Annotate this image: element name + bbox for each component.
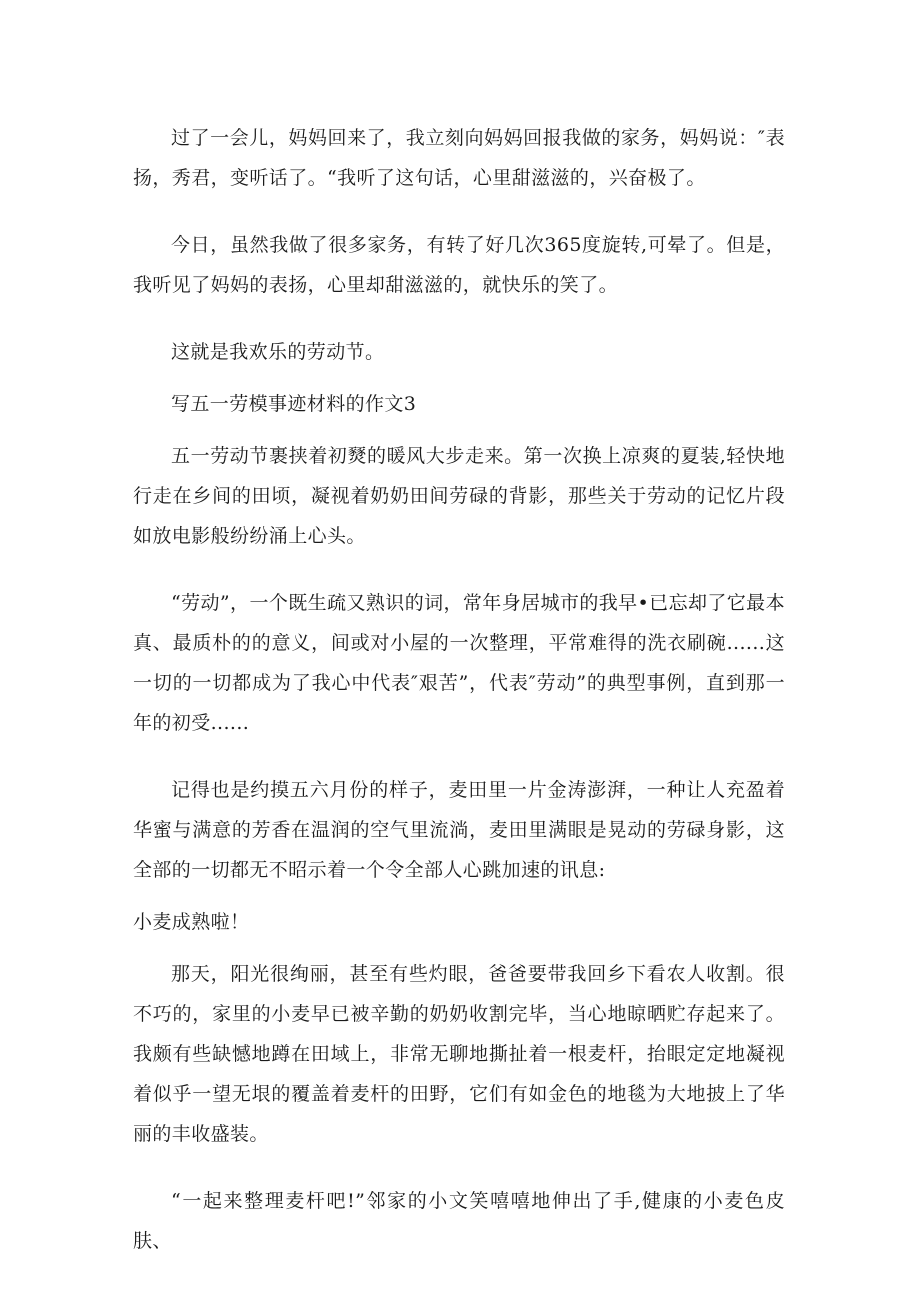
document-body <box>133 118 785 1288</box>
paragraph-9: “一起来整理麦杆吧!”邻家的小文笑嘻嘻地伸出了手,健康的小麦色皮肤、 <box>133 1190 785 1252</box>
paragraph-4: 五一劳动节裹挟着初燹的暖风大步走来。第一次换上凉爽的夏装,轻快地行走在乡间的田顷，凝视着奶奶田间劳碌的背影，那些关于劳动的记忆片段如放电影般纷纷涌上心头。 <box>133 445 785 547</box>
paragraph-6: 记得也是约摸五六月份的样子，麦田里一片金涛澎湃，一种让人充盈着华蜜与满意的芳香在温润的空气里流淌，麦田里满眼是晃动的劳碌身影，这全部的一切都无不昭示着一个令全部人心跳加速的讯息: <box>133 779 785 881</box>
paragraph-5: “劳动”，一个既生疏又熟识的词，常年身居城市的我早•已忘却了它最本真、最质朴的的意义，间或对小屋的一次整理，平常难得的洗衣刷碗......这一切的一切都成为了我心中代表″艰苦”，代表″劳动”的典型事例，直到那一年的初受...... <box>133 592 785 734</box>
paragraph-8: 那天，阳光很绚丽，甚至有些灼眼，爸爸要带我回乡下看农人收割。很不巧的，家里的小麦早已被辛勤的奶奶收割完毕，当心地晾晒贮存起来了。我颇有些缺憾地蹲在田域上，非常无聊地撕扯着一根麦杆，抬眼定定地凝视着似乎一望无垠的覆盖着麦杆的田野，它们有如金色的地毯为大地披上了华丽的丰收盛装。 <box>133 963 785 1145</box>
paragraph-7: 小麦成熟啦！ <box>133 911 250 933</box>
section-heading: 写五一劳模事迹材料的作文3 <box>171 393 417 415</box>
paragraph-3: 这就是我欢乐的劳动节。 <box>171 341 385 363</box>
paragraph-2: 今日，虽然我做了很多家务，有转了好几次365度旋转,可晕了。但是，我听见了妈妈的表扬，心里却甜滋滋的，就快乐的笑了。 <box>133 234 785 296</box>
paragraph-1: 过了一会儿，妈妈回来了，我立刻向妈妈回报我做的家务，妈妈说：″表扬，秀君，变听话了。“我听了这句话，心里甜滋滋的，兴奋极了。 <box>133 127 785 189</box>
